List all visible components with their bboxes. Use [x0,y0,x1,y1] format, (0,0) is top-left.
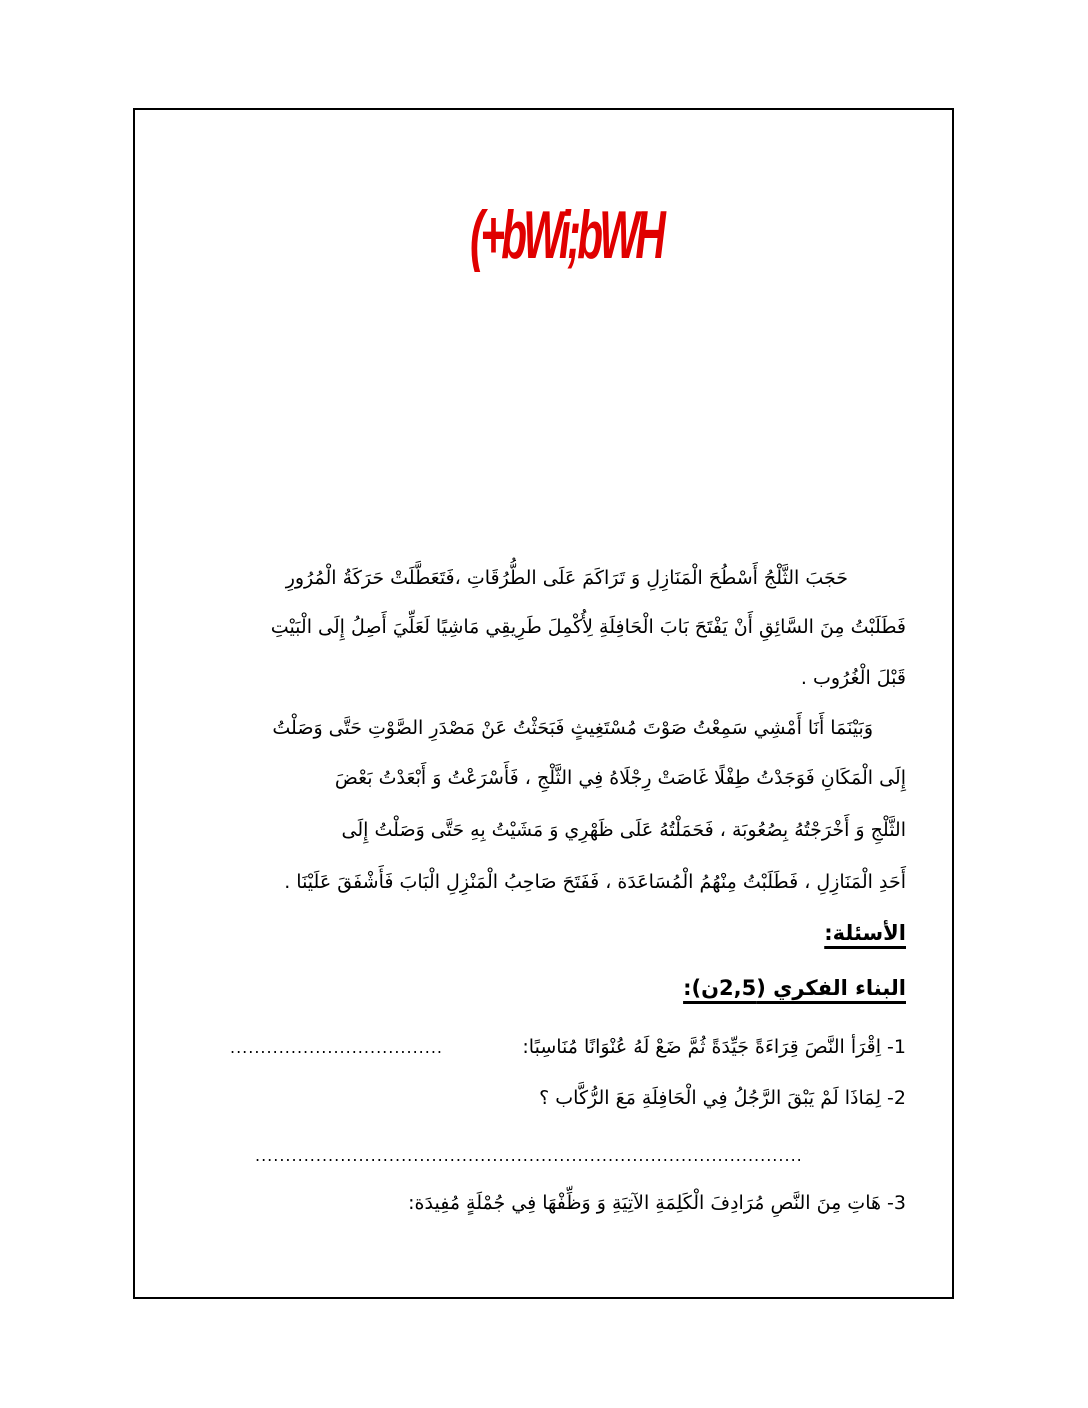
answer-dots-2: .......................................................................................... [255,1146,803,1165]
paragraph2-line1: وَبَيْنَمَا أَنَا أَمْشِي سَمِعْتُ صَوْتَ مُسْتَغِيثٍ فَبَحَثْتُ عَنْ مَصْدَرِ الصَّوْتِ حَتَّى وَصَلْتُ [272,717,873,739]
answer-dots-1: ................................... [230,1038,444,1057]
paragraph1-line2: فَطَلَبْتُ مِنَ السَّائِقِ أَنْ يَفْتَحَ بَابَ الْحَافِلَةِ لِأُكْمِلَ طَرِيقِي مَاشِيًا لَعَلِّيَ أَصِلُ إِلَى الْبَيْتِ [270,616,906,638]
paragraph2-line3: الثَّلْجِ وَ أَخْرَجْتُهُ بِصُعُوبَة ، فَحَمَلْتُهُ عَلَى ظَهْرِي وَ مَشَيْتُ بِهِ حَتَّى وَصَلْتُ إِلَى [341,819,906,841]
paragraph1-line1: حَجَبَ الثَّلْجُ أَسْطُحَ الْمَنَازِلِ وَ تَرَاكَمَ عَلَى الطُّرُقَاتِ ،فَتَعَطَّلَتْ حَرَكَةُ الْمُرُورِ [285,567,848,589]
title-wordart: (+bWi;bWH [470,197,663,273]
questions-heading: الأسئلة: [824,921,906,945]
paragraph1-line3: قَبْلَ الْغُرُوب . [800,667,906,689]
question-2: 2- لِمَاذَا لَمْ يَبْقَ الرَّجُلُ فِي الْحَافِلَةِ مَعَ الرُّكَّاب ؟ [539,1087,906,1109]
paragraph2-line2: إِلَى الْمَكَانِ فَوَجَدْتُ طِفْلًا غَاصَتْ رِجْلَاهُ فِي الثَّلْجِ ، فَأَسْرَعْتُ وَ أَبْعَدْتُ بَعْضَ [334,767,906,789]
paragraph2-line4: أَحَدِ الْمَنَازِلِ ، فَطَلَبْتُ مِنْهُمُ الْمُسَاعَدَة ، فَفَتَحَ صَاحِبُ الْمَنْزِلِ الْبَابَ فَأَشْفَقَ عَلَيْنَا . [284,871,906,893]
page-border [133,108,954,1299]
question-3: 3- هَاتِ مِنَ النَّصِ مُرَادِفَ الْكَلِمَةِ الآتِيَةِ وَ وَظِّفْهَا فِي جُمْلَةٍ مُفِيدَة: [408,1192,906,1214]
question-1: 1- اِقْرَأ النَّصَ قِرَاءَةً جَيِّدَةً ثُمَّ ضَعْ لَهُ عُنْوَانًا مُنَاسِبًا: [522,1036,906,1058]
section-heading: البناء الفكري (2,5ن): [683,976,906,1000]
